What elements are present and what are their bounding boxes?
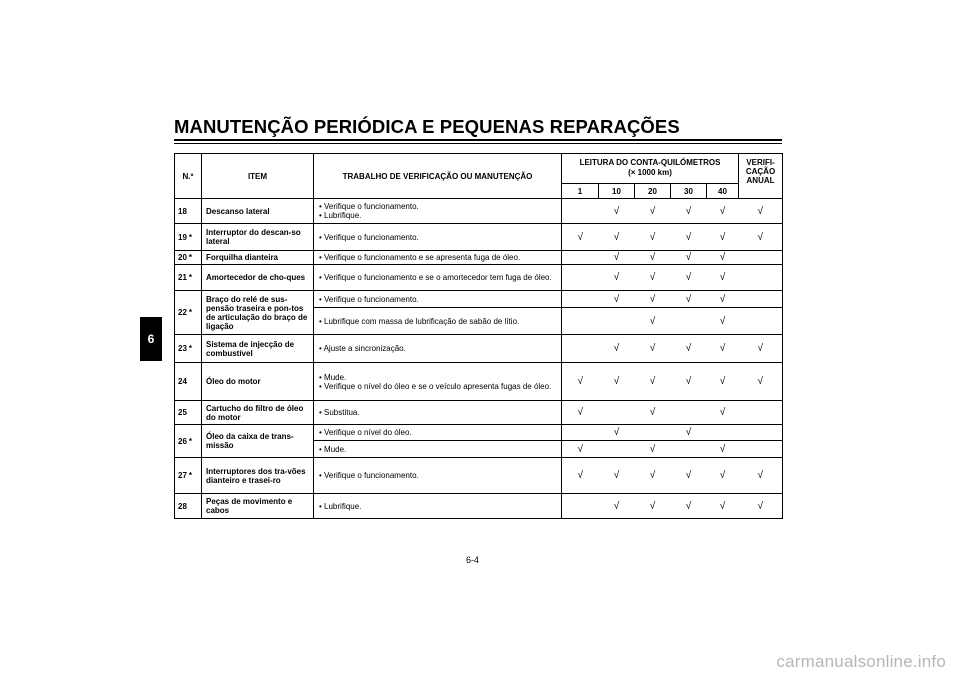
row-number: 27	[178, 471, 187, 480]
row-star: *	[188, 471, 193, 480]
header-annual	[739, 154, 783, 199]
work-cell	[314, 441, 562, 458]
check-cell: √	[707, 441, 739, 458]
item-cell: Braço do relé de sus-pensão traseira e pon-tos de articulação do braço de ligação	[202, 291, 314, 335]
check-cell: √	[635, 291, 671, 308]
row-star: *	[188, 436, 193, 446]
row-number-cell	[175, 401, 202, 425]
check-cell	[562, 251, 599, 265]
check-cell: √	[599, 335, 635, 363]
check-cell: √	[599, 251, 635, 265]
row-number: 18	[178, 206, 187, 216]
work-line: • Verifique o nível do óleo e se o veículo apresenta fugas de óleo.	[319, 381, 552, 391]
check-cell: √	[635, 401, 671, 425]
work-cell	[314, 308, 562, 335]
check-cell	[739, 401, 783, 425]
check-cell	[599, 308, 635, 335]
row-star: *	[188, 344, 193, 353]
header-odometer-unit: (× 1000 km)	[628, 168, 672, 177]
check-cell: √	[707, 494, 739, 519]
work-cell	[314, 363, 562, 401]
table-row	[175, 425, 783, 441]
check-cell	[739, 308, 783, 335]
work-line: • Mude.	[319, 444, 347, 454]
check-cell	[739, 251, 783, 265]
check-cell: √	[562, 401, 599, 425]
row-number: 25	[178, 408, 187, 417]
check-cell	[562, 265, 599, 291]
maintenance-table	[174, 153, 783, 519]
check-cell	[562, 199, 599, 224]
check-cell: √	[707, 335, 739, 363]
check-cell: √	[707, 401, 739, 425]
row-number-cell	[175, 335, 202, 363]
check-cell	[739, 425, 783, 441]
work-line: • Verifique o funcionamento.	[319, 471, 419, 480]
item-cell: Interruptor do descan-so lateral	[202, 224, 314, 251]
header-col-4: 40	[707, 184, 739, 199]
row-number: 19	[178, 232, 187, 242]
row-number-cell	[175, 494, 202, 519]
work-cell	[314, 199, 562, 224]
work-line: • Mude.	[319, 372, 347, 382]
check-cell: √	[707, 265, 739, 291]
work-line: • Lubrifique com massa de lubrificação de sabão de lítio.	[319, 316, 520, 326]
check-cell: √	[739, 363, 783, 401]
row-number-cell	[175, 363, 202, 401]
work-cell	[314, 251, 562, 265]
item-cell: Óleo do motor	[202, 363, 314, 401]
check-cell: √	[635, 308, 671, 335]
work-line: • Verifique o funcionamento.	[319, 294, 419, 304]
check-cell: √	[671, 291, 707, 308]
check-cell: √	[739, 335, 783, 363]
row-star: *	[188, 273, 193, 282]
header-annual-label: VERIFI-CAÇÃO ANUAL	[745, 158, 776, 185]
check-cell: √	[562, 458, 599, 494]
check-cell	[671, 441, 707, 458]
item-cell: Interruptores dos tra-vões dianteiro e trasei-ro	[202, 458, 314, 494]
item-cell: Descanso lateral	[202, 199, 314, 224]
check-cell: √	[635, 441, 671, 458]
check-cell: √	[707, 251, 739, 265]
check-cell: √	[671, 363, 707, 401]
check-cell: √	[671, 199, 707, 224]
row-number: 22	[178, 308, 187, 317]
watermark: carmanualsonline.info	[776, 652, 946, 671]
row-number-cell	[175, 291, 202, 335]
item-cell: Óleo da caixa de trans-missão	[202, 425, 314, 458]
check-cell	[671, 401, 707, 425]
work-line: • Lubrifique.	[319, 211, 362, 220]
work-line: • Lubrifique.	[319, 501, 362, 511]
check-cell	[562, 494, 599, 519]
row-star: *	[188, 308, 193, 317]
item-cell: Forquilha dianteira	[202, 251, 314, 265]
table-row	[175, 265, 783, 291]
check-cell: √	[707, 224, 739, 251]
table-row	[175, 335, 783, 363]
header-work: TRABALHO DE VERIFICAÇÃO OU MANUTENÇÃO	[314, 154, 562, 199]
check-cell: √	[707, 458, 739, 494]
check-cell	[562, 308, 599, 335]
check-cell: √	[599, 265, 635, 291]
check-cell: √	[707, 363, 739, 401]
page-title: MANUTENÇÃO PERIÓDICA E PEQUENAS REPARAÇÕES	[174, 116, 680, 137]
work-line: • Verifique o funcionamento.	[319, 232, 419, 242]
header-col-0: 1	[562, 184, 599, 199]
check-cell: √	[599, 458, 635, 494]
check-cell	[562, 425, 599, 441]
header-odometer	[562, 154, 739, 184]
check-cell: √	[671, 335, 707, 363]
work-line: • Substitua.	[319, 408, 360, 417]
item-cell: Sistema de injecção de combustível	[202, 335, 314, 363]
check-cell	[739, 265, 783, 291]
row-number-cell	[175, 425, 202, 458]
check-cell: √	[599, 199, 635, 224]
work-cell	[314, 291, 562, 308]
row-star: *	[188, 232, 193, 242]
check-cell	[562, 335, 599, 363]
row-number: 26	[178, 436, 187, 446]
check-cell: √	[599, 494, 635, 519]
page-number: 6-4	[466, 555, 480, 565]
check-cell	[562, 291, 599, 308]
check-cell	[635, 425, 671, 441]
check-cell: √	[635, 251, 671, 265]
header-col-3: 30	[671, 184, 707, 199]
check-cell: √	[671, 265, 707, 291]
title-rule-thick	[174, 139, 782, 141]
table-row	[175, 363, 783, 401]
header-item: ITEM	[202, 154, 314, 199]
table-row	[175, 199, 783, 224]
check-cell: √	[599, 224, 635, 251]
check-cell: √	[739, 199, 783, 224]
check-cell: √	[739, 494, 783, 519]
table-row	[175, 458, 783, 494]
check-cell: √	[599, 425, 635, 441]
check-cell: √	[599, 363, 635, 401]
row-number-cell	[175, 199, 202, 224]
work-cell	[314, 494, 562, 519]
check-cell	[739, 441, 783, 458]
title-rule-thin	[174, 143, 782, 144]
check-cell	[599, 401, 635, 425]
check-cell: √	[739, 224, 783, 251]
work-line: • Verifique o funcionamento.	[319, 202, 419, 211]
check-cell: √	[739, 458, 783, 494]
check-cell	[599, 441, 635, 458]
check-cell: √	[562, 224, 599, 251]
check-cell: √	[635, 458, 671, 494]
check-cell	[707, 425, 739, 441]
check-cell: √	[707, 199, 739, 224]
check-cell: √	[635, 265, 671, 291]
table-row	[175, 494, 783, 519]
check-cell: √	[635, 199, 671, 224]
header-no: N.º	[175, 154, 202, 199]
work-cell	[314, 224, 562, 251]
row-number-cell	[175, 458, 202, 494]
check-cell	[671, 308, 707, 335]
row-number: 28	[178, 501, 187, 511]
work-line: • Ajuste a sincronização.	[319, 344, 406, 353]
work-cell	[314, 458, 562, 494]
row-number-cell	[175, 251, 202, 265]
table-row	[175, 291, 783, 308]
item-cell: Cartucho do filtro de óleo do motor	[202, 401, 314, 425]
table-row	[175, 401, 783, 425]
check-cell: √	[599, 291, 635, 308]
check-cell: √	[671, 224, 707, 251]
check-cell: √	[671, 494, 707, 519]
chapter-tab: 6	[140, 317, 162, 361]
check-cell: √	[707, 291, 739, 308]
check-cell: √	[562, 363, 599, 401]
header-odometer-label: LEITURA DO CONTA-QUILÓMETROS	[579, 158, 721, 167]
work-line: • Verifique o funcionamento e se o amortecedor tem fuga de óleo.	[319, 273, 552, 282]
work-line: • Verifique o funcionamento e se apresenta fuga de óleo.	[319, 253, 521, 262]
row-number: 21	[178, 273, 187, 282]
item-cell: Peças de movimento e cabos	[202, 494, 314, 519]
row-number-cell	[175, 265, 202, 291]
item-cell: Amortecedor de cho-ques	[202, 265, 314, 291]
header-col-2: 20	[635, 184, 671, 199]
check-cell: √	[562, 441, 599, 458]
check-cell: √	[671, 251, 707, 265]
work-cell	[314, 265, 562, 291]
header-col-1: 10	[599, 184, 635, 199]
work-cell	[314, 401, 562, 425]
table-row	[175, 224, 783, 251]
check-cell: √	[635, 224, 671, 251]
check-cell: √	[635, 335, 671, 363]
row-number: 20	[178, 253, 187, 262]
check-cell: √	[671, 425, 707, 441]
check-cell	[739, 291, 783, 308]
check-cell: √	[707, 308, 739, 335]
row-star: *	[188, 253, 193, 262]
work-line: • Verifique o nível do óleo.	[319, 428, 412, 437]
check-cell: √	[671, 458, 707, 494]
table-row	[175, 251, 783, 265]
row-number: 23	[178, 344, 187, 353]
check-cell: √	[635, 494, 671, 519]
check-cell: √	[635, 363, 671, 401]
work-cell	[314, 335, 562, 363]
work-cell	[314, 425, 562, 441]
row-number: 24	[178, 377, 187, 386]
row-number-cell	[175, 224, 202, 251]
